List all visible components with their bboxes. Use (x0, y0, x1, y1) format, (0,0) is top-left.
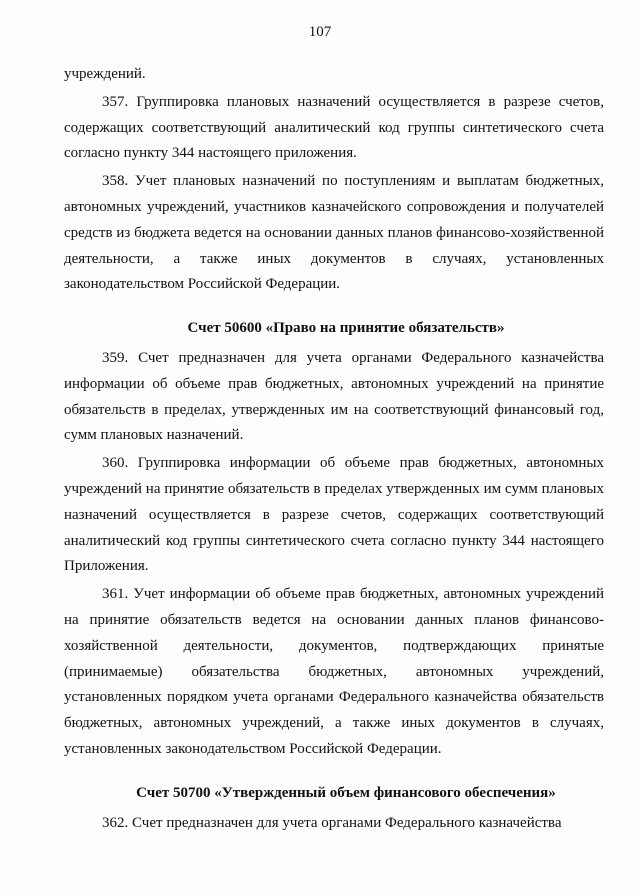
paragraph: 357. Группировка плановых назначений осуществляется в разрезе счетов, содержащих соответствующий аналитический код группы синтетического счета согласно пункту 344 настоящего приложения. (64, 93, 604, 162)
paragraph: учреждений. (64, 66, 146, 82)
paragraph: 360. Группировка информации об объеме прав бюджетных, автономных учреждений на принятие обязательств в пределах утвержденных им сумм плановых назначений осуществляется в разрезе счетов, содержащих соответствующий аналитический код группы синтетического счета согласно пункту 344 настоящего Приложения. (64, 455, 604, 575)
paragraph: 361. Учет информации об объеме прав бюджетных, автономных учреждений на принятие обязательств ведется на основании данных планов финансово-хозяйственной деятельности, документов, подтверждающих принятые (принимаемые) обязательства бюджетных, автономных учреждений, установленных порядком учета органами Федерального казначейства обязательств бюджетных, автономных учреждений, а также иных документов в случаях, установленных законодательством Российской Федерации. (64, 586, 604, 757)
document-body (64, 62, 604, 838)
paragraph: 362. Счет предназначен для учета органами Федерального казначейства (102, 814, 562, 831)
paragraph: 359. Счет предназначен для учета органами Федерального казначейства информации об объеме прав бюджетных, автономных учреждений на принятие обязательств в пределах, утвержденных им на соответствующий финансовый год, сумм плановых назначений. (64, 349, 604, 444)
section-heading: Счет 50600 «Право на принятие обязательств» (187, 320, 505, 337)
paragraph: 358. Учет плановых назначений по поступлениям и выплатам бюджетных, автономных учреждений, участников казначейского сопровождения и получателей средств из бюджета ведется на основании данных планов финансово-хозяйственной деятельности, а также иных документов в случаях, установленных законодательством Российской Федерации. (64, 173, 604, 293)
page-number: 107 (308, 24, 332, 40)
section-heading: Счет 50700 «Утвержденный объем финансового обеспечения» (136, 784, 556, 801)
